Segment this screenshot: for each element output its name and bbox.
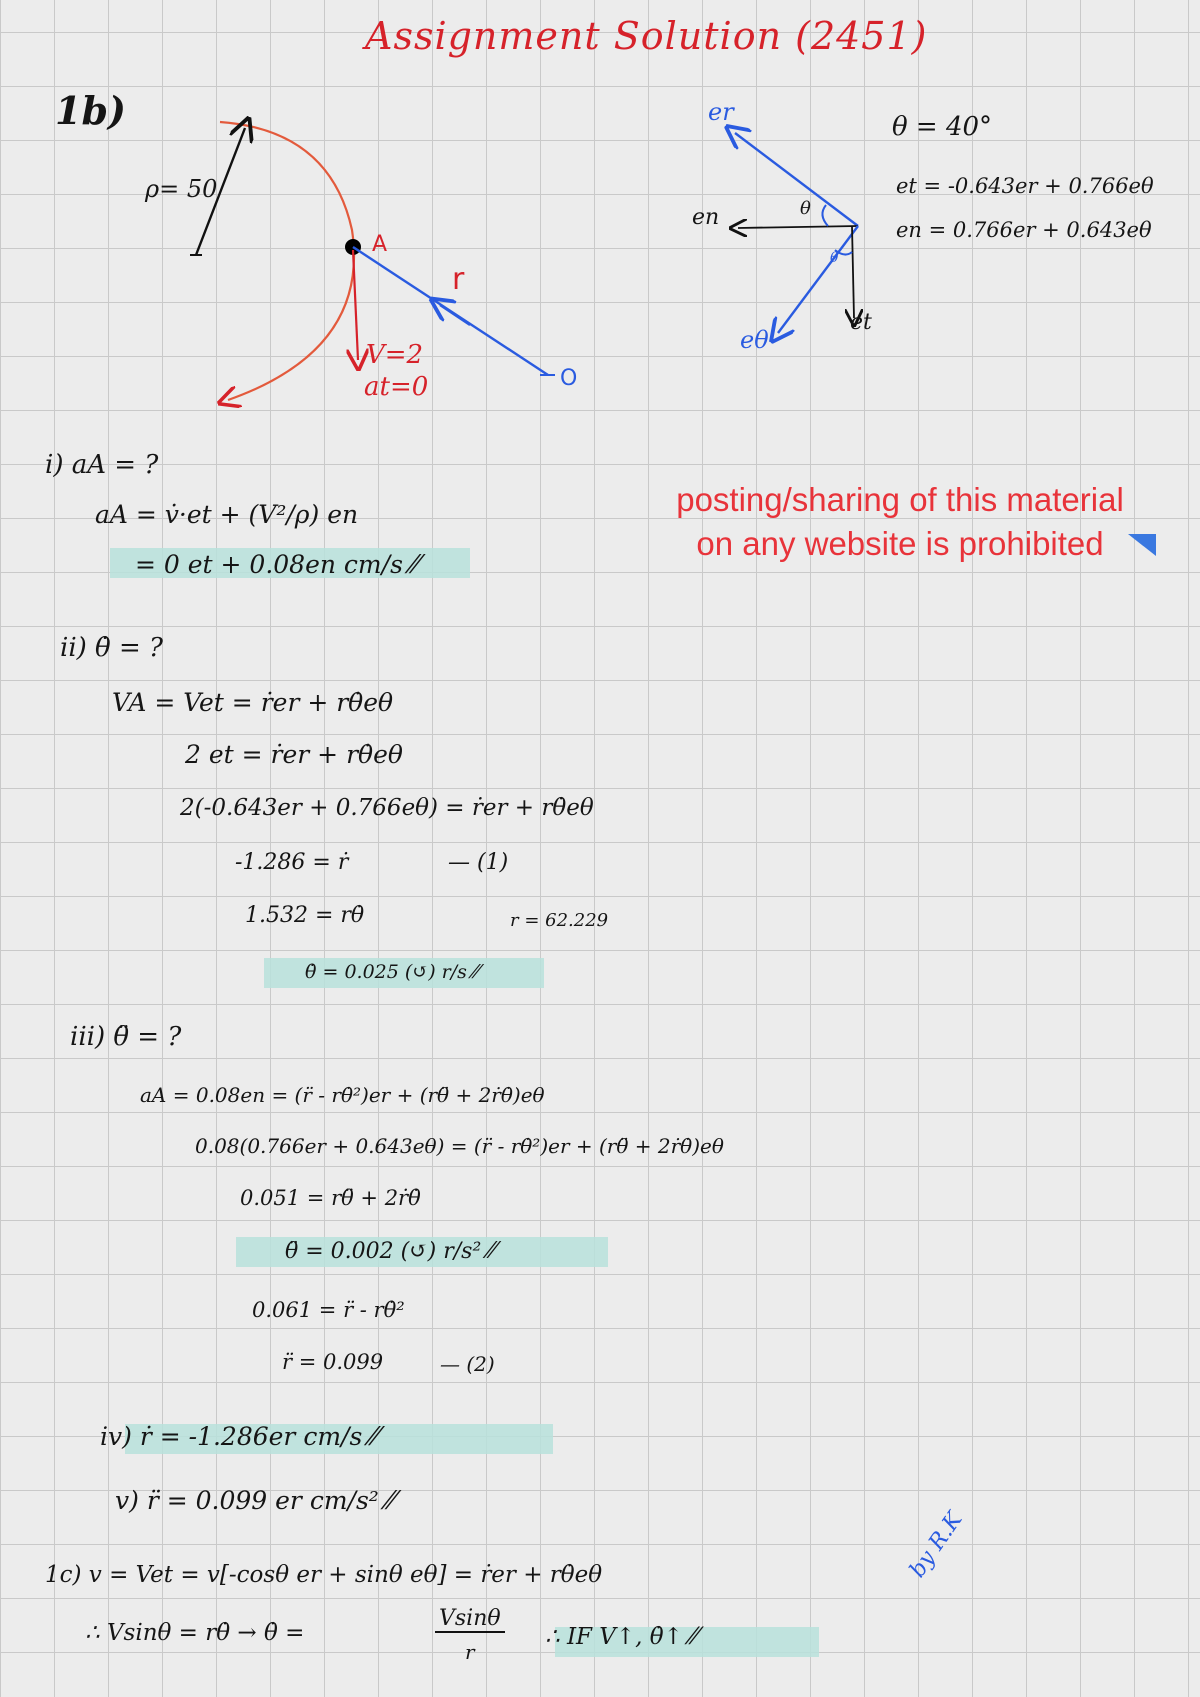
et-label: et (850, 310, 872, 335)
en-label: en (692, 205, 720, 230)
part-iii-line-1: aA = 0.08en = (r̈ - rθ̇²)er + (rθ̈ + 2ṙθ̇)eθ (140, 1083, 545, 1107)
en-arrow (738, 226, 858, 228)
part-v-text: v) r̈ = 0.099 er cm/s² ⁄⁄ (115, 1486, 396, 1515)
part-iii-line-5: r̈ = 0.099 (282, 1350, 384, 1374)
part-ii-line-5: 1.532 = rθ̇ (245, 903, 365, 928)
page-title: Assignment Solution (2451) (365, 14, 928, 58)
theta-value: θ = 40° (892, 112, 993, 142)
path-arc (220, 122, 354, 400)
part-c-frac-den: r (465, 1640, 475, 1664)
part-ii-line-1: VA = Vet = ṙer + rθ̇eθ (112, 688, 394, 717)
theta-angle-label: θ (800, 198, 811, 219)
part-ii-r-value: r = 62.229 (510, 910, 609, 931)
part-ii-line-3: 2(-0.643er + 0.766eθ) = ṙer + rθ̇eθ (180, 795, 594, 821)
part-c-line-1: 1c) v = Vet = v[-cosθ er + sinθ eθ] = ṙer + rθ̇eθ (45, 1562, 603, 1588)
notice-line-2: on any website is prohibited (696, 525, 1104, 562)
part-iii-line-5-tag: — (2) (440, 1352, 495, 1376)
part-c-conclusion: ∴ IF V↑, θ̇↑ ⁄⁄ (545, 1624, 698, 1650)
theta-angle-label-2: θ (830, 250, 839, 266)
problem-label: 1b) (55, 88, 126, 133)
signature: by R.K (905, 1507, 968, 1583)
part-iii-heading: iii) θ̈ = ? (70, 1022, 182, 1052)
part-c-frac-num: Vsinθ (435, 1606, 505, 1633)
part-ii-line-2: 2 et = ṙer + rθ̇eθ (185, 740, 403, 769)
part-i-heading: i) aA = ? (45, 450, 159, 480)
rho-label: ρ= 50 (145, 175, 218, 203)
er-arrow (735, 133, 858, 226)
part-ii-result: θ̇ = 0.025 (↺) r/s ⁄⁄ (305, 961, 480, 983)
part-iv-text: iv) ṙ = -1.286er cm/s ⁄⁄ (100, 1422, 379, 1451)
part-iii-line-2: 0.08(0.766er + 0.643eθ) = (r̈ - rθ̇²)er + (rθ̈ + 2ṙθ̇)eθ (195, 1134, 724, 1158)
velocity-arrow (353, 250, 358, 360)
v-label: V=2 (366, 340, 424, 370)
part-i-result: = 0 et + 0.08en cm/s ⁄⁄ (135, 550, 420, 579)
en-equation: en = 0.766er + 0.643eθ (896, 218, 1152, 242)
eth-label: eθ (740, 326, 769, 354)
part-c-line-2a: ∴ Vsinθ = rθ̇ → θ̇ = (85, 1620, 305, 1646)
notice-line-1: posting/sharing of this material (676, 481, 1124, 518)
part-ii-heading: ii) θ̇ = ? (60, 633, 163, 663)
r-label: r (452, 262, 465, 297)
copyright-notice (660, 478, 1140, 566)
part-i-line-1: aA = v̇·et + (V²/ρ) en (95, 500, 359, 529)
eth-arrow (778, 226, 858, 333)
part-iii-result: θ̈ = 0.002 (↺) r/s² ⁄⁄ (285, 1239, 496, 1264)
part-ii-line-4: -1.286 = ṙ (235, 850, 349, 875)
part-iii-line-4: 0.061 = r̈ - rθ̇² (252, 1298, 405, 1322)
at-label: at=0 (364, 372, 429, 402)
et-arrow (852, 226, 854, 318)
o-label: O (560, 366, 578, 391)
et-equation: et = -0.643er + 0.766eθ (896, 174, 1154, 198)
point-a-label: A (372, 232, 388, 257)
part-iii-line-3: 0.051 = rθ̈ + 2ṙθ̇ (240, 1186, 421, 1210)
part-ii-line-4-tag: — (1) (448, 850, 509, 875)
er-label: er (708, 98, 734, 126)
